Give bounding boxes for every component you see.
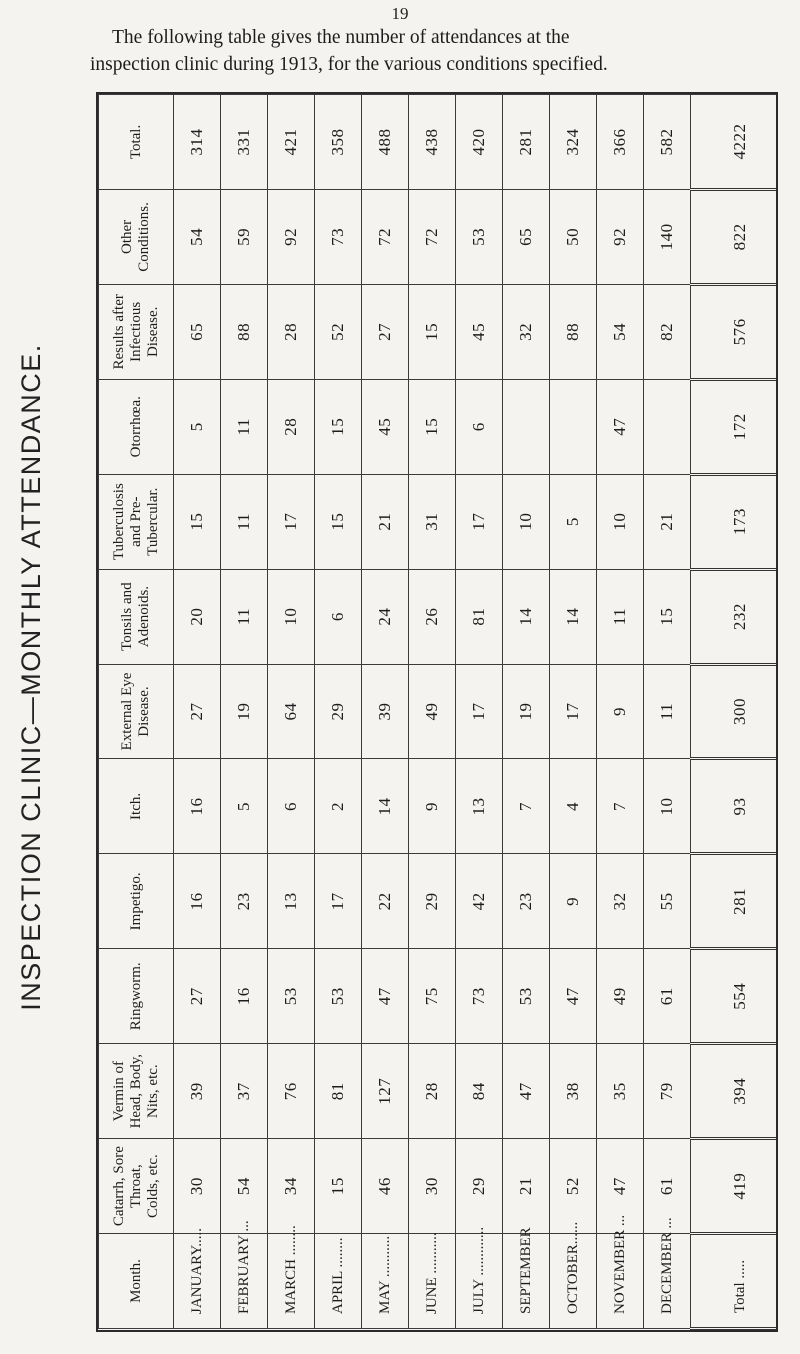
count-cell: 16 [221,949,268,1044]
table-row [221,95,268,1329]
count-cell: 15 [315,1139,362,1234]
count-cell: 47 [503,1044,550,1139]
count-cell: 30 [174,1139,221,1234]
column-header: Ringworm. [99,949,174,1044]
count-cell: 19 [503,664,550,759]
count-cell: 14 [503,569,550,664]
count-cell: 15 [409,379,456,474]
count-cell: 28 [268,284,315,379]
count-cell: 47 [597,379,644,474]
table-body [174,95,779,1329]
count-cell: 37 [221,1044,268,1139]
count-cell: 21 [644,474,691,569]
count-cell: 6 [315,569,362,664]
count-cell: 49 [409,664,456,759]
month-cell: DECEMBER ... [644,1234,691,1329]
table-row [597,95,644,1329]
count-cell: 47 [550,949,597,1044]
count-cell: 47 [362,949,409,1044]
count-cell [644,379,691,474]
column-header: Tonsils and Adenoids. [99,569,174,664]
count-cell: 19 [221,664,268,759]
count-cell: 554 [691,949,779,1044]
count-cell: 23 [221,854,268,949]
count-cell: 10 [597,474,644,569]
count-cell: 16 [174,854,221,949]
count-cell: 394 [691,1044,779,1139]
table-row [456,95,503,1329]
count-cell: 419 [691,1139,779,1234]
page-number: 19 [391,4,409,23]
count-cell: 79 [644,1044,691,1139]
count-cell: 39 [362,664,409,759]
intro-paragraph [90,24,780,78]
month-cell: JUNE ........... [409,1234,456,1329]
count-cell: 438 [409,95,456,190]
count-cell: 358 [315,95,362,190]
count-cell: 26 [409,569,456,664]
count-cell: 93 [691,759,779,854]
table-row [268,95,315,1329]
month-cell: MAY ........... [362,1234,409,1329]
intro-line-1: The following table gives the number of attendances at the [112,27,570,48]
count-cell: 73 [456,949,503,1044]
count-cell: 84 [456,1044,503,1139]
count-cell: 65 [174,284,221,379]
column-header: Tuberculosis and Pre-Tubercular. [99,474,174,569]
count-cell: 17 [456,664,503,759]
count-cell: 76 [268,1044,315,1139]
count-cell: 582 [644,95,691,190]
count-cell: 54 [597,284,644,379]
count-cell: 314 [174,95,221,190]
count-cell: 46 [362,1139,409,1234]
column-header: Total. [99,95,174,190]
month-cell: NOVEMBER ... [597,1234,644,1329]
count-cell: 31 [409,474,456,569]
count-cell: 29 [409,854,456,949]
column-header: Vermin of Head, Body, Nits, etc. [99,1044,174,1139]
month-cell: FEBRUARY ... [221,1234,268,1329]
count-cell: 9 [597,664,644,759]
column-header: Itch. [99,759,174,854]
count-cell: 10 [644,759,691,854]
count-cell: 15 [315,474,362,569]
count-cell: 6 [456,379,503,474]
column-header: Catarrh, Sore Throat, Colds, etc. [99,1139,174,1234]
count-cell: 5 [550,474,597,569]
count-cell: 54 [221,1139,268,1234]
count-cell: 17 [315,854,362,949]
table-row [362,95,409,1329]
count-cell: 59 [221,189,268,284]
table-row [644,95,691,1329]
month-cell: APRIL ........ [315,1234,362,1329]
count-cell: 92 [268,189,315,284]
count-cell: 5 [174,379,221,474]
month-cell: JULY ............. [456,1234,503,1329]
count-cell: 11 [221,569,268,664]
count-cell: 11 [221,379,268,474]
count-cell: 11 [597,569,644,664]
count-cell: 45 [456,284,503,379]
count-cell: 14 [550,569,597,664]
count-cell: 27 [174,664,221,759]
count-cell: 29 [315,664,362,759]
month-cell: SEPTEMBER [503,1234,550,1329]
table-row [315,95,362,1329]
count-cell: 82 [644,284,691,379]
count-cell: 576 [691,284,779,379]
month-cell: JANUARY..... [174,1234,221,1329]
count-cell: 15 [409,284,456,379]
count-cell: 13 [456,759,503,854]
count-cell: 5 [221,759,268,854]
month-cell: MARCH ........ [268,1234,315,1329]
table-row [409,95,456,1329]
count-cell: 52 [315,284,362,379]
header-row [99,95,174,1329]
count-cell: 47 [597,1139,644,1234]
count-cell: 173 [691,474,779,569]
column-header: External Eye Disease. [99,664,174,759]
count-cell: 232 [691,569,779,664]
count-cell: 20 [174,569,221,664]
count-cell: 7 [503,759,550,854]
count-cell: 15 [315,379,362,474]
count-cell: 28 [268,379,315,474]
count-cell: 421 [268,95,315,190]
count-cell: 81 [315,1044,362,1139]
count-cell: 281 [691,854,779,949]
count-cell: 53 [456,189,503,284]
count-cell: 61 [644,1139,691,1234]
count-cell: 300 [691,664,779,759]
count-cell [550,379,597,474]
count-cell [503,379,550,474]
count-cell: 11 [221,474,268,569]
count-cell: 49 [597,949,644,1044]
count-cell: 72 [362,189,409,284]
count-cell: 24 [362,569,409,664]
count-cell: 92 [597,189,644,284]
count-cell: 42 [456,854,503,949]
month-cell: OCTOBER...... [550,1234,597,1329]
count-cell: 22 [362,854,409,949]
count-cell: 45 [362,379,409,474]
count-cell: 81 [456,569,503,664]
count-cell: 16 [174,759,221,854]
side-heading: INSPECTION CLINIC—MONTHLY ATTENDANCE. [15,343,46,1011]
count-cell: 53 [315,949,362,1044]
count-cell: 331 [221,95,268,190]
count-cell: 10 [268,569,315,664]
count-cell: 65 [503,189,550,284]
count-cell: 13 [268,854,315,949]
month-cell: Total ..... [691,1234,779,1329]
count-cell: 21 [503,1139,550,1234]
count-cell: 140 [644,189,691,284]
count-cell: 30 [409,1139,456,1234]
count-cell: 88 [221,284,268,379]
column-header: Impetigo. [99,854,174,949]
count-cell: 29 [456,1139,503,1234]
total-row [691,95,779,1329]
count-cell: 64 [268,664,315,759]
count-cell: 32 [597,854,644,949]
count-cell: 14 [362,759,409,854]
column-header: Results after Infectious Disease. [99,284,174,379]
count-cell: 23 [503,854,550,949]
count-cell: 7 [597,759,644,854]
column-header: Otorrhœa. [99,379,174,474]
count-cell: 88 [550,284,597,379]
count-cell: 822 [691,189,779,284]
count-cell: 17 [550,664,597,759]
count-cell: 27 [174,949,221,1044]
count-cell: 488 [362,95,409,190]
count-cell: 324 [550,95,597,190]
count-cell: 39 [174,1044,221,1139]
intro-line-2: inspection clinic during 1913, for the various conditions specified. [90,54,608,75]
table-row [550,95,597,1329]
count-cell: 10 [503,474,550,569]
count-cell: 50 [550,189,597,284]
count-cell: 11 [644,664,691,759]
table-row [503,95,550,1329]
attendance-table-rotator [98,94,776,1330]
count-cell: 127 [362,1044,409,1139]
count-cell: 28 [409,1044,456,1139]
count-cell: 4 [550,759,597,854]
count-cell: 73 [315,189,362,284]
count-cell: 9 [550,854,597,949]
count-cell: 281 [503,95,550,190]
count-cell: 6 [268,759,315,854]
count-cell: 55 [644,854,691,949]
count-cell: 61 [644,949,691,1044]
count-cell: 2 [315,759,362,854]
count-cell: 53 [503,949,550,1044]
count-cell: 52 [550,1139,597,1234]
attendance-table [98,94,778,1330]
count-cell: 27 [362,284,409,379]
count-cell: 54 [174,189,221,284]
count-cell: 72 [409,189,456,284]
count-cell: 9 [409,759,456,854]
count-cell: 34 [268,1139,315,1234]
count-cell: 75 [409,949,456,1044]
count-cell: 53 [268,949,315,1044]
count-cell: 17 [268,474,315,569]
table-row [174,95,221,1329]
count-cell: 4222 [691,95,779,190]
count-cell: 35 [597,1044,644,1139]
count-cell: 366 [597,95,644,190]
count-cell: 15 [644,569,691,664]
month-header: Month. [99,1234,174,1329]
count-cell: 21 [362,474,409,569]
attendance-table-frame [96,92,778,1332]
count-cell: 172 [691,379,779,474]
count-cell: 17 [456,474,503,569]
count-cell: 15 [174,474,221,569]
count-cell: 38 [550,1044,597,1139]
count-cell: 420 [456,95,503,190]
column-header: Other Conditions. [99,189,174,284]
count-cell: 32 [503,284,550,379]
